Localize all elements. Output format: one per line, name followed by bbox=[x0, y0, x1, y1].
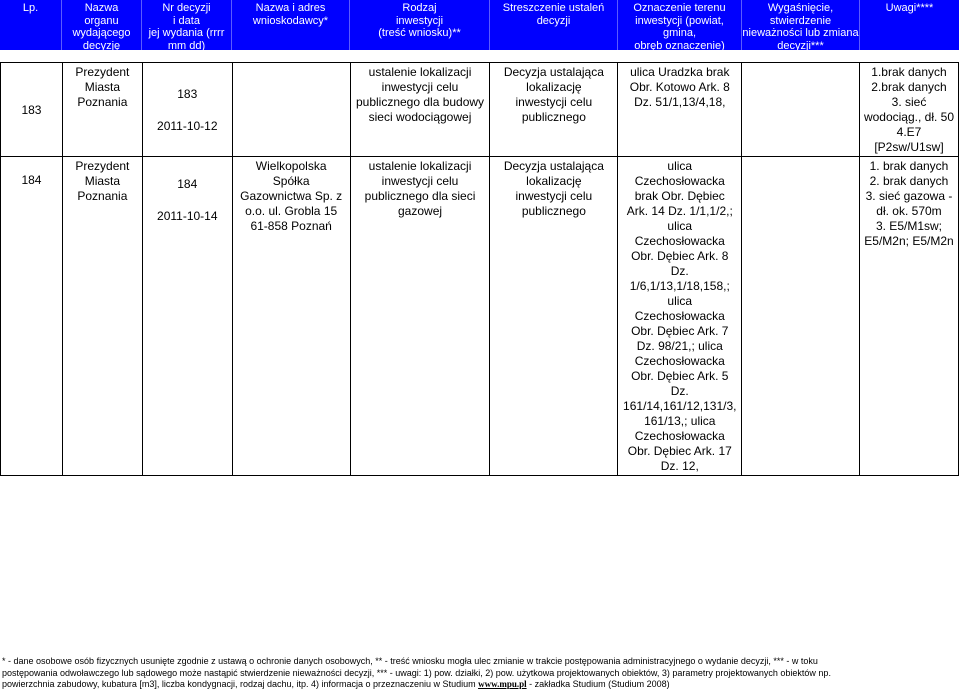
cell-rodzaj: ustalenie lokalizacji inwestycji celu publicznego dla sieci gazowej bbox=[350, 157, 490, 476]
footnote-line-3-tail: - zakładka Studium (Studium 2008) bbox=[526, 679, 670, 689]
cell-rodzaj: ustalenie lokalizacji inwestycji celu publicznego dla budowy sieci wodociągowej bbox=[350, 63, 490, 157]
cell-oznaczenie: ulica Czechosłowacka brak Obr. Dębiec Ark. 14 Dz. 1/1,1/2,; ulica Czechosłowacka Obr. Dębiec Ark. 8 Dz. 1/6,1/13,1/18,158,; ulica Czechosłowacka Obr. Dębiec Ark. 7 Dz. 98/21,; ulica Czechosłowacka Obr. Dębiec Ark. 5 Dz. 161/14,161/12,131/3, 161/13,; ulica Czechosłowacka Obr. Dębiec Ark. 17 Dz. 12, bbox=[618, 157, 742, 476]
footnote-line-3-text: powierzchnia zabudowy, kubatura [m3], liczba kondygnacji, rodzaj dachu, itp. 4) informacja o przeznaczeniu w Studium bbox=[2, 679, 479, 689]
cell-wygasniecie bbox=[742, 63, 860, 157]
cell-organ: Prezydent Miasta Poznania bbox=[62, 63, 142, 157]
decision-date: 2011-10-14 bbox=[157, 209, 218, 223]
cell-lp: 183 bbox=[1, 63, 63, 157]
header-oznaczenie: Oznaczenie terenu inwestycji (powiat, gmina, obręb oznaczenie) bbox=[618, 0, 742, 50]
cell-wygasniecie bbox=[742, 157, 860, 476]
cell-uwagi: 1.brak danych 2.brak danych 3. sieć wodociąg., dł. 50 4.E7 [P2sw/U1sw] bbox=[859, 63, 958, 157]
cell-oznaczenie: ulica Uradzka brak Obr. Kotowo Ark. 8 Dz. 51/1,13/4,18, bbox=[618, 63, 742, 157]
table-row bbox=[1, 157, 959, 476]
cell-streszczenie: Decyzja ustalająca lokalizację inwestycji celu publicznego bbox=[490, 157, 618, 476]
cell-lp: 184 bbox=[1, 157, 63, 476]
cell-wnioskodawca: Wielkopolska Spółka Gazownictwa Sp. z o.o. ul. Grobla 15 61-858 Poznań bbox=[232, 157, 350, 476]
decision-number: 184 bbox=[177, 177, 198, 191]
header-uwagi: Uwagi**** bbox=[885, 2, 934, 14]
header-rodzaj: Rodzaj inwestycji (treść wniosku)** bbox=[350, 0, 490, 50]
cell-organ: Prezydent Miasta Poznania bbox=[62, 157, 142, 476]
header-wygasniecie: Wygaśnięcie, stwierdzenie nieważności lub zmiana decyzji*** bbox=[742, 2, 859, 52]
footnote-line-3 bbox=[2, 679, 959, 691]
header-wnioskodawca: Nazwa i adres wnioskodawcy* bbox=[232, 0, 350, 50]
decision-date: 2011-10-12 bbox=[157, 118, 218, 133]
footnote-line-2: postępowania odwoławczego lub sądowego może nastąpić stwierdzenie nieważności decyzji, *** - uwagi: 1) pow. działki, 2) pow. użytkowa projektowanych obiektów, 3) parametry projektowanych obiektów np. bbox=[2, 667, 831, 678]
header-nr-decyzji: Nr decyzji i data jej wydania (rrrr mm dd) bbox=[142, 0, 232, 50]
header-streszczenie: Streszczenie ustaleń decyzji bbox=[490, 0, 618, 50]
cell-nr-data bbox=[142, 157, 232, 476]
table-row bbox=[1, 63, 959, 157]
footnotes bbox=[0, 656, 959, 691]
cell-streszczenie: Decyzja ustalająca lokalizację inwestycji celu publicznego bbox=[490, 63, 618, 157]
header-organ: Nazwa organu wydającego decyzję bbox=[62, 0, 142, 50]
header-lp: Lp. bbox=[0, 0, 62, 50]
studium-link[interactable]: www.mpu.pl bbox=[478, 679, 527, 689]
cell-nr-data bbox=[142, 63, 232, 157]
table-header bbox=[0, 0, 959, 50]
footnote-line-1: * - dane osobowe osób fizycznych usunięte zgodnie z ustawą o ochronie danych osobowych, ** - treść wniosku mogła ulec zmianie w trakcie postępowania administracyjnego o wydanie decyzji, *** - w toku bbox=[2, 656, 818, 666]
decisions-table bbox=[0, 62, 959, 476]
cell-wnioskodawca bbox=[232, 63, 350, 157]
decision-number: 183 bbox=[177, 86, 198, 101]
cell-uwagi: 1. brak danych 2. brak danych 3. sieć gazowa - dł. ok. 570m 3. E5/M1sw; E5/M2n; E5/M2n bbox=[859, 157, 958, 476]
